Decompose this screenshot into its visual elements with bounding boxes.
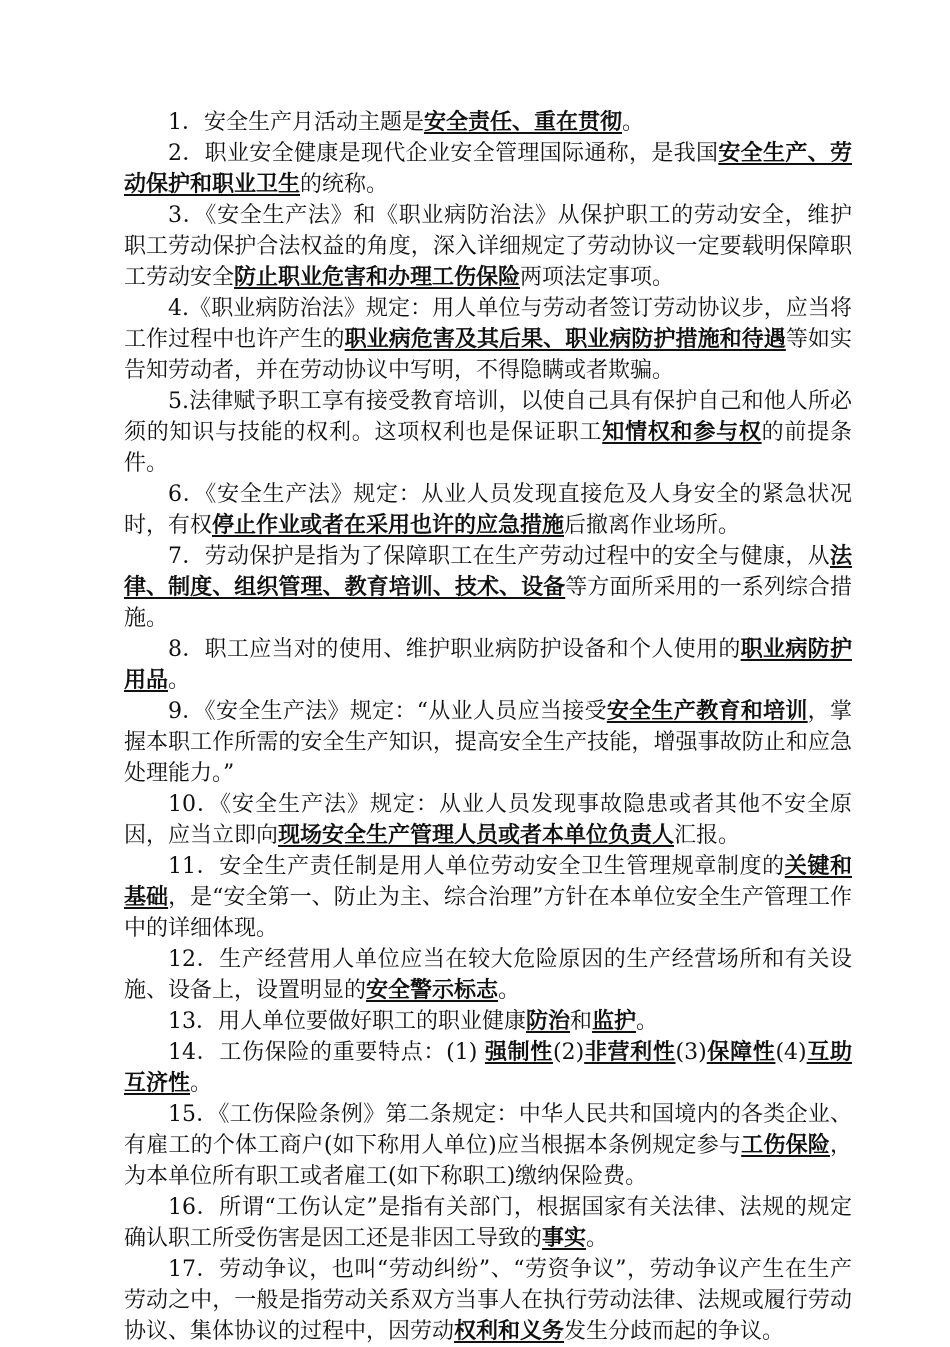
- answer-text: 非营利性: [584, 1040, 676, 1065]
- question-item: [124, 293, 852, 386]
- question-item: [124, 479, 852, 541]
- answer-text: 强制性: [484, 1040, 553, 1065]
- question-text: 。: [498, 978, 521, 1003]
- answer-text: 现场安全生产管理人员或者本单位负责人: [278, 823, 675, 848]
- question-item: [124, 944, 852, 1006]
- question-text: (4): [775, 1040, 807, 1065]
- question-text: (3): [675, 1040, 707, 1065]
- answer-text: 安全警示标志: [366, 978, 499, 1003]
- answer-text: 安全责任、重在贯彻: [424, 110, 623, 135]
- question-item: [124, 634, 852, 696]
- question-text: 2．职业安全健康是现代企业安全管理国际通称，是我国: [168, 141, 719, 166]
- answer-text: 事实: [542, 1226, 587, 1251]
- question-text: 汇报。: [674, 823, 741, 848]
- answer-text: 安全生产教育和培训: [606, 699, 808, 724]
- answer-text: 职业病防护用品: [124, 637, 852, 693]
- answer-text: 监护: [592, 1009, 637, 1034]
- question-text: 。: [190, 1071, 213, 1096]
- question-text: 14．工伤保险的重要特点：(1): [168, 1040, 485, 1065]
- question-item: [124, 138, 852, 200]
- answer-text: 防止职业危害和办理工伤保险: [234, 265, 521, 290]
- question-item: [124, 1006, 852, 1037]
- question-text: 。: [636, 1009, 659, 1034]
- question-text: 。: [168, 668, 191, 693]
- answer-text: 保障性: [706, 1040, 776, 1065]
- question-text: 。: [622, 110, 645, 135]
- question-item: [124, 386, 852, 479]
- answer-text: 法律、制度、组织管理、教育培训、技术、设备: [124, 544, 852, 600]
- question-text: ，掌握本职工作所需的安全生产知识，提高安全生产技能，增强事故防止和应急处理能力。”: [124, 699, 852, 786]
- question-item: [124, 107, 852, 138]
- question-text: (2): [552, 1040, 585, 1065]
- answer-text: 工伤保险: [741, 1133, 830, 1158]
- question-item: [124, 851, 852, 944]
- answer-text: 安全生产、劳动保护和职业卫生: [124, 141, 852, 197]
- document-page: [124, 107, 852, 1347]
- answer-text: 互助互济性: [124, 1040, 852, 1096]
- question-item: [124, 1254, 852, 1347]
- question-item: [124, 1099, 852, 1192]
- question-text: ，为本单位所有职工或者雇工(如下称职工)缴纳保险费。: [124, 1133, 852, 1189]
- question-item: [124, 200, 852, 293]
- question-text: 16．所谓“工伤认定”是指有关部门，根据国家有关法律、法规的规定确认职工所受伤害是因工还是非因工导致的: [124, 1195, 852, 1251]
- question-text: 5.法律赋予职工享有接受教育培训，以使自己具有保护自己和他人所必须的知识与技能的权利。这项权利也是保证职工: [124, 389, 852, 445]
- question-text: 8．职工应当对的使用、维护职业病防护设备和个人使用的: [168, 637, 741, 662]
- question-item: [124, 696, 852, 789]
- question-item: [124, 1037, 852, 1099]
- question-text: 和: [570, 1009, 593, 1034]
- question-item: [124, 541, 852, 634]
- answer-text: 职业病危害及其后果、职业病防护措施和待遇: [344, 327, 786, 352]
- question-item: [124, 789, 852, 851]
- question-text: 17．劳动争议，也叫“劳动纠纷”、“劳资争议”，劳动争议产生在生产劳动之中，一般是指劳动关系双方当事人在执行劳动法律、法规或履行劳动协议、集体协议的过程中，因劳动: [124, 1257, 852, 1344]
- question-text: 12．生产经营用人单位应当在较大危险原因的生产经营场所和有关设施、设备上，设置明显的: [124, 947, 852, 1003]
- question-text: 4.《职业病防治法》规定：用人单位与劳动者签订劳动协议步，应当将工作过程中也许产生的: [124, 296, 852, 352]
- question-text: 9．《安全生产法》规定：“从业人员应当接受: [168, 699, 607, 724]
- question-text: ，是“安全第一、防止为主、综合治理”方针在本单位安全生产管理工作中的详细体现。: [124, 885, 852, 941]
- question-text: 的前提条件。: [124, 420, 852, 476]
- question-text: 6．《安全生产法》规定：从业人员发现直接危及人身安全的紧急状况时，有权: [124, 482, 852, 538]
- question-text: 15．《工伤保险条例》第二条规定：中华人民共和国境内的各类企业、有雇工的个体工商户(如下称用人单位)应当根据本条例规定参与: [124, 1102, 852, 1158]
- answer-text: 权利和义务: [454, 1319, 565, 1344]
- question-text: 11．安全生产责任制是用人单位劳动安全卫生管理规章制度的: [168, 854, 785, 879]
- question-text: 10．《安全生产法》规定：从业人员发现事故隐患或者其他不安全原因，应当立即向: [124, 792, 852, 848]
- question-text: 13．用人单位要做好职工的职业健康: [168, 1009, 526, 1034]
- question-text: 7．劳动保护是指为了保障职工在生产劳动过程中的安全与健康，从: [168, 544, 830, 569]
- question-text: 等如实告知劳动者，并在劳动协议中写明，不得隐瞒或者欺骗。: [124, 327, 852, 383]
- question-text: 。: [586, 1226, 609, 1251]
- answer-text: 知情权和参与权: [602, 420, 762, 445]
- question-text: 等方面所采用的一系列综合措施。: [124, 575, 852, 631]
- answer-text: 停止作业或者在采用也许的应急措施: [212, 513, 565, 538]
- answer-text: 关键和基础: [124, 854, 852, 910]
- question-text: 的统称。: [300, 172, 389, 197]
- question-text: 3．《安全生产法》和《职业病防治法》从保护职工的劳动安全，维护职工劳动保护合法权益的角度，深入详细规定了劳动协议一定要载明保障职工劳动安全: [124, 203, 852, 290]
- question-text: 两项法定事项。: [520, 265, 675, 290]
- question-text: 发生分歧而起的争议。: [564, 1319, 785, 1344]
- question-text: 1．安全生产月活动主题是: [168, 110, 424, 135]
- answer-text: 防治: [526, 1009, 571, 1034]
- question-item: [124, 1192, 852, 1254]
- question-text: 后撤离作业场所。: [564, 513, 741, 538]
